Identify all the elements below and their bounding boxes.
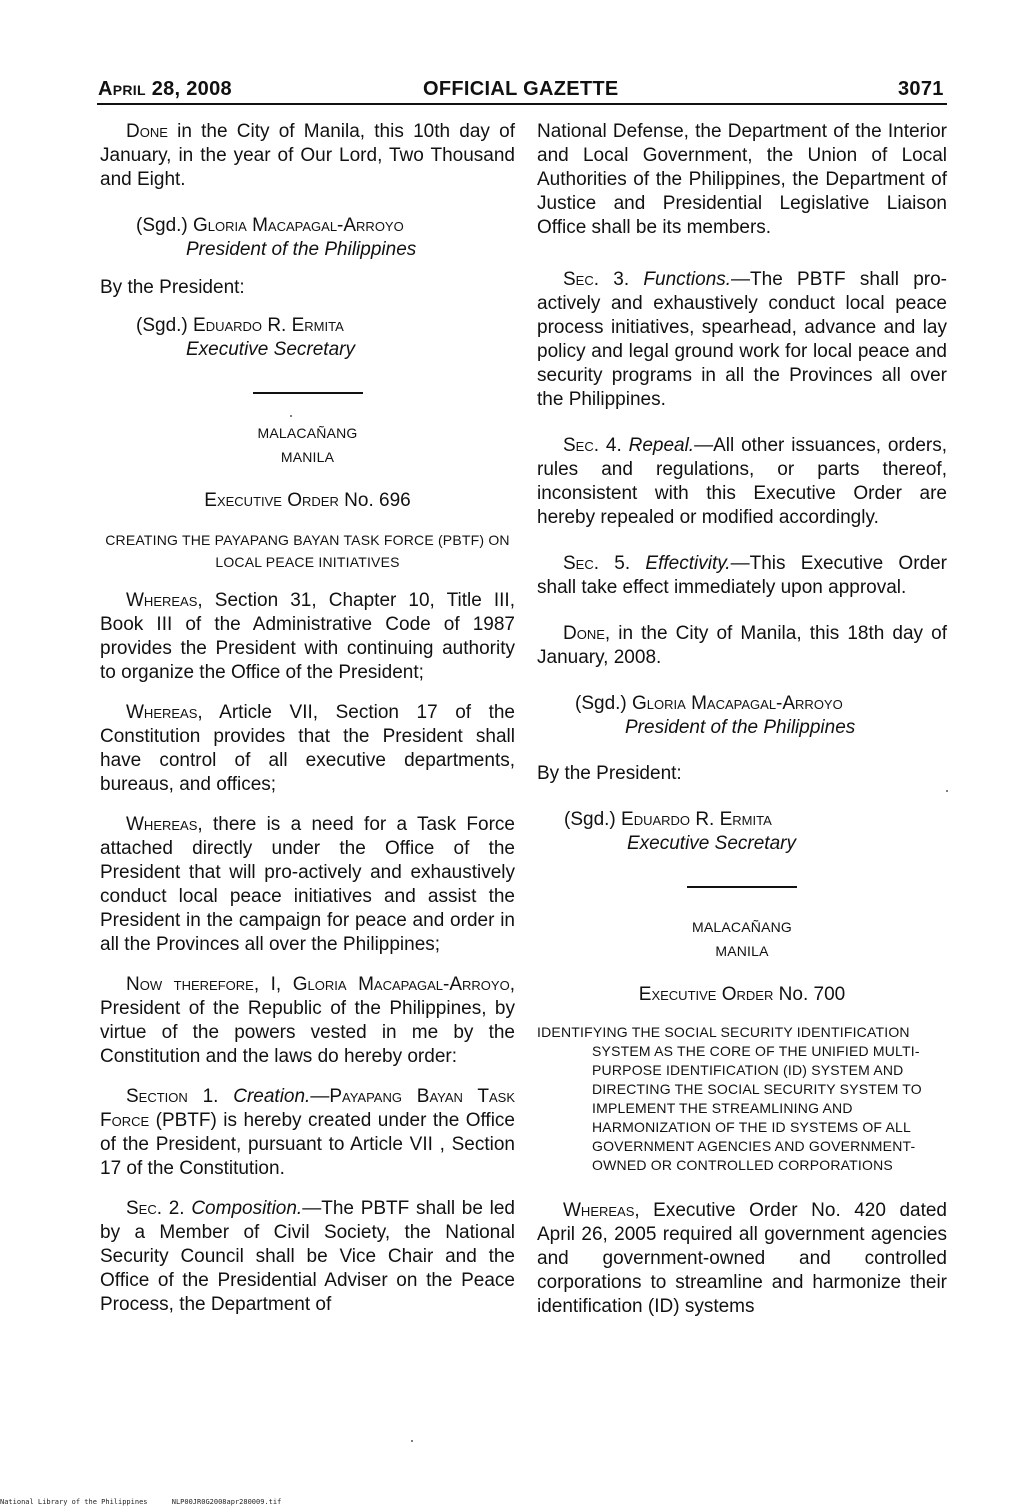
signature-line [136, 214, 515, 238]
header-date: April 28, 2008 [98, 78, 232, 100]
section-3-paragraph [537, 268, 947, 412]
sgd-prefix: (Sgd.) [564, 809, 622, 830]
signature-line [575, 692, 947, 716]
section-lead: Sec. [126, 1198, 163, 1219]
signatory-name: Eduardo R. Ermita [621, 809, 772, 830]
place-manila: MANILA [280, 449, 335, 465]
left-column [100, 120, 515, 1317]
place-manila: MANILA [715, 943, 769, 959]
whereas-text: Section 31, Chapter 10, Title III, Book III of the Administrative Code of 1987 provides the President with continuing authority to organize the Office of the President; [100, 590, 515, 683]
now-therefore-text: , President of the Republic of the Philippines, by virtue of the powers vested in me by the Constitution and the laws do hereby order: [100, 974, 515, 1067]
done-lead: Done [126, 121, 168, 142]
section-divider-rule [687, 886, 797, 888]
whereas-lead: Whereas, [126, 702, 203, 723]
eo-number: No. 696 [338, 490, 411, 511]
right-column [537, 120, 947, 1319]
done-text: , in the City of Manila, this 18th day of January, 2008. [537, 623, 947, 668]
signatory-title: Executive Secretary [627, 833, 796, 854]
done-paragraph-2 [537, 622, 947, 670]
header-page-number: 3071 [898, 78, 944, 100]
whereas-text: Article VII, Section 17 of the Constitution provides that the President shall have control of all executive departments, bureaus, and offices; [100, 702, 515, 795]
sgd-prefix: (Sgd.) [575, 693, 633, 714]
eo-label: Executive Order [204, 490, 339, 511]
scan-footer [0, 1498, 301, 1506]
signatory-title: Executive Secretary [186, 339, 355, 360]
section-heading: Creation. [233, 1086, 311, 1107]
eo-label: Executive Order [638, 984, 774, 1005]
section-lead: Sec. [563, 435, 600, 456]
whereas-paragraph-2 [100, 701, 515, 797]
eo-subject: IDENTIFYING THE SOCIAL SECURITY IDENTIFICATION SYSTEM AS THE CORE OF THE UNIFIED MULTI-PURPOSE IDENTIFICATION (ID) SYSTEM AND DIRECTING THE SOCIAL SECURITY SYSTEM TO IMPLEMENT THE STREAMLINING AND HARMONIZATION OF THE ID SYSTEMS OF ALL GOVERNMENT AGENCIES AND GOVERNMENT-OWNED OR CONTROLLED CORPORATIONS [537, 1024, 922, 1173]
now-therefore-mid: I, [259, 974, 293, 995]
section-heading: Repeal. [628, 435, 695, 456]
section-text: (PBTF) is hereby created under the Office of the President, pursuant to Article VII , Section 17 of the Constitution. [100, 1110, 515, 1179]
place-malacanang: MALACAÑANG [691, 919, 793, 935]
section-text: —The PBTF shall pro-actively and exhaustively conduct local peace process initiatives, spearhead, advance and lay policy and legal ground work for local peace and security programs in all the Provinces all over the Philippines. [537, 269, 947, 410]
executive-order-title [100, 489, 515, 513]
section-dash: — [310, 1086, 330, 1107]
whereas-paragraph-700-1 [537, 1199, 947, 1319]
whereas-lead: Whereas, [126, 590, 203, 611]
section-number: 5. [599, 553, 646, 574]
section-divider-rule [253, 392, 363, 394]
signature-block-secretary-2 [537, 808, 947, 856]
section-1-paragraph [100, 1085, 515, 1181]
scan-speck [946, 790, 948, 792]
section-2-continuation: National Defense, the Department of the Interior and Local Government, the Union of Local Authorities of the Philippines, the Department of Justice and Presidential Legislative Liaison Office shall be its members. [537, 121, 947, 238]
signature-line [564, 808, 947, 832]
section-number: 1. [187, 1086, 234, 1107]
whereas-paragraph-3 [100, 813, 515, 957]
by-the-president-2: By the President: [537, 763, 682, 784]
section-number: 4. [599, 435, 629, 456]
executive-order-title [537, 983, 947, 1007]
section-text: —All other issuances, orders, rules and regulations, or parts thereof, inconsistent with this Executive Order are hereby repealed or modified accordingly. [537, 435, 947, 528]
signatory-name: Gloria Macapagal-Arroyo [193, 215, 404, 236]
whereas-text: Executive Order No. 420 dated April 26, 2005 required all government agencies and government-owned and controlled corporations to streamline and harmonize their identification (ID) systems [537, 1200, 947, 1317]
eo-subject: CREATING THE PAYAPANG BAYAN TASK FORCE (PBTF) ON LOCAL PEACE INITIATIVES [105, 532, 510, 570]
task-force-name: Payapang Bayan Task Force [100, 1086, 515, 1131]
section-lead: Sec. [563, 553, 600, 574]
section-lead: Section [126, 1086, 188, 1107]
sgd-prefix: (Sgd.) [136, 215, 194, 236]
done-lead: Done [563, 623, 605, 644]
by-the-president-1: By the President: [100, 277, 245, 298]
header-rule [97, 103, 947, 105]
section-2-paragraph [100, 1197, 515, 1317]
now-therefore-paragraph [100, 973, 515, 1069]
signatory-name: Eduardo R. Ermita [193, 315, 344, 336]
signature-block-secretary-1 [100, 314, 515, 362]
section-number: 2. [162, 1198, 192, 1219]
footer-library: National Library of the Philippines [0, 1498, 148, 1506]
scan-speck [411, 1440, 413, 1442]
header-publication: OFFICIAL GAZETTE [423, 78, 619, 100]
scan-speck [290, 415, 292, 417]
whereas-lead: Whereas, [563, 1200, 640, 1221]
section-heading: Functions. [643, 269, 732, 290]
section-text: —This Executive Order shall take effect immediately upon approval. [537, 553, 947, 598]
section-heading: Composition. [191, 1198, 303, 1219]
done-text: in the City of Manila, this 10th day of January, in the year of Our Lord, Two Thousand and Eight. [100, 121, 515, 190]
done-paragraph-1 [100, 120, 515, 192]
section-lead: Sec. [563, 269, 600, 290]
footer-file: NLP00JR0G2008apr280009.tif [171, 1498, 282, 1506]
eo-number: No. 700 [773, 984, 846, 1005]
sgd-prefix: (Sgd.) [136, 315, 194, 336]
section-heading: Effectivity. [645, 553, 731, 574]
signature-block-president-1 [100, 214, 515, 262]
section-number: 3. [599, 269, 644, 290]
now-therefore-name: Gloria Macapagal-Arroyo [292, 974, 510, 995]
now-therefore-lead: Now therefore, [126, 974, 260, 995]
signatory-title: President of the Philippines [186, 239, 417, 260]
signatory-title: President of the Philippines [625, 717, 856, 738]
place-malacanang: MALACAÑANG [257, 425, 358, 441]
whereas-lead: Whereas, [126, 814, 203, 835]
signatory-name: Gloria Macapagal-Arroyo [632, 693, 843, 714]
signature-line [136, 314, 515, 338]
section-4-paragraph [537, 434, 947, 530]
whereas-text: there is a need for a Task Force attached directly under the Office of the President that will pro-actively and exhaustively conduct local peace initiatives and assist the President in the campaign for peace and order in all the Provinces all over the Philippines; [100, 814, 515, 955]
section-text: —The PBTF shall be led by a Member of Civil Society, the National Security Council shall be Vice Chair and the Office of the Presidential Adviser on the Peace Process, the Department of [100, 1198, 515, 1315]
signature-block-president-2 [537, 692, 947, 740]
whereas-paragraph-1 [100, 589, 515, 685]
section-5-paragraph [537, 552, 947, 600]
